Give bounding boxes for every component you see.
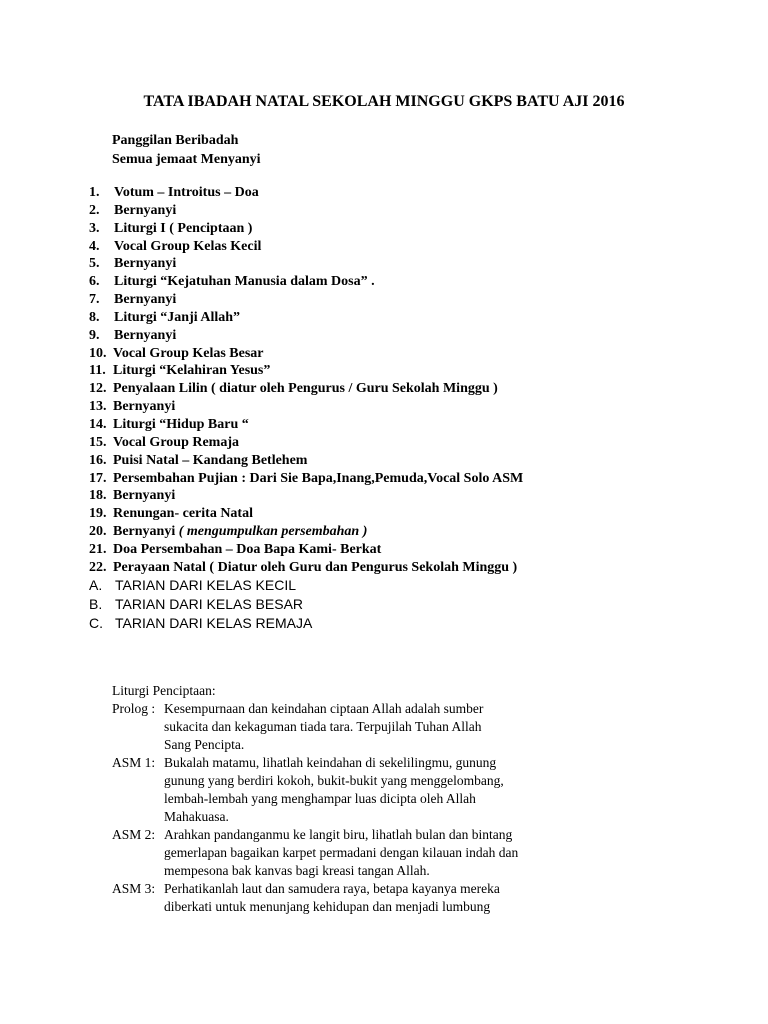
list-item-text: Puisi Natal – Kandang Betlehem [113, 452, 308, 468]
list-item-number: 20. [89, 524, 107, 540]
dance-item [89, 614, 312, 633]
list-item-number: 11. [89, 363, 106, 379]
speaker-label: ASM 1: [112, 755, 156, 770]
list-item-text: Perayaan Natal ( Diatur oleh Guru dan Pengurus Sekolah Minggu ) [113, 559, 518, 575]
list-item-text: Bernyanyi [113, 488, 176, 504]
speaker-text [164, 754, 504, 826]
list-item-number: 13. [89, 399, 107, 415]
list-item-number: 8. [89, 309, 100, 325]
dance-item-text: TARIAN DARI KELAS REMAJA [115, 615, 313, 631]
list-item-text: Liturgi I ( Penciptaan ) [114, 220, 253, 236]
dance-item-letter: B. [89, 596, 103, 612]
list-item-text: Vocal Group Kelas Kecil [114, 238, 262, 254]
dance-item [89, 576, 312, 595]
list-item [89, 309, 523, 327]
list-item-number: 19. [89, 506, 107, 522]
speaker-line: gemerlapan bagaikan karpet permadani dengan kilauan indah dan [164, 845, 519, 860]
liturgi-heading: Liturgi Penciptaan: [112, 683, 216, 698]
speaker-line: sukacita dan kekaguman tiada tara. Terpujilah Tuhan Allah [164, 719, 482, 734]
speaker-line: Mahakuasa. [164, 809, 229, 824]
list-item-number: 14. [89, 416, 107, 432]
list-item-number: 18. [89, 488, 107, 504]
list-item-text: Votum – Introitus – Doa [114, 185, 259, 200]
list-item [89, 523, 523, 541]
list-item-note: ( mengumpulkan persembahan ) [178, 524, 368, 540]
list-item-number: 4. [89, 238, 100, 254]
list-item-text: Liturgi “Kelahiran Yesus” [113, 363, 271, 379]
list-item-number: 15. [89, 434, 107, 450]
list-item-text: Liturgi “Janji Allah” [114, 309, 241, 325]
list-item-number: 9. [89, 327, 100, 343]
dance-item-text: TARIAN DARI KELAS KECIL [115, 577, 297, 593]
dance-list [89, 576, 312, 633]
list-item [89, 380, 523, 398]
intro-line: Panggilan Beribadah [112, 133, 239, 148]
list-item [89, 273, 523, 291]
list-item [89, 541, 523, 559]
list-item [89, 327, 523, 345]
speaker-line: gunung yang berdiri kokoh, bukit-bukit yang menggelombang, [164, 773, 504, 788]
order-of-service-list [89, 184, 523, 577]
list-item [89, 220, 523, 238]
list-item [89, 238, 523, 256]
list-item [89, 398, 523, 416]
speaker-line: Perhatikanlah laut dan samudera raya, betapa kayanya mereka [164, 881, 500, 896]
list-item-number: 5. [89, 256, 100, 272]
list-item-text: Bernyanyi [114, 292, 177, 308]
list-item-text: Penyalaan Lilin ( diatur oleh Pengurus / Guru Sekolah Minggu ) [113, 381, 498, 397]
intro-line: Semua jemaat Menyanyi [112, 152, 261, 167]
liturgi-section [112, 826, 582, 880]
liturgi-section [112, 700, 582, 754]
liturgi-penciptaan [112, 682, 582, 916]
list-item [89, 416, 523, 434]
list-item-number: 21. [89, 541, 107, 557]
list-item [89, 470, 523, 488]
list-item-text: Bernyanyi [114, 202, 177, 218]
list-item-text: Liturgi “Hidup Baru “ [113, 416, 249, 432]
liturgi-section [112, 754, 582, 826]
list-item [89, 255, 523, 273]
list-item-text: Vocal Group Kelas Besar [113, 345, 264, 361]
list-item [89, 362, 523, 380]
list-item [89, 452, 523, 470]
list-item [89, 505, 523, 523]
list-item-text: Bernyanyi [114, 327, 177, 343]
intro-block [112, 131, 261, 169]
list-item-text: Vocal Group Remaja [113, 434, 239, 450]
list-item-text: Bernyanyi [113, 399, 176, 415]
speaker-label: Prolog : [112, 701, 156, 716]
dance-item-letter: A. [89, 577, 103, 593]
speaker-text [164, 826, 518, 880]
list-item-number: 3. [89, 220, 100, 236]
list-item-number: 6. [89, 274, 100, 290]
speaker-line: lembah-lembah yang menghampar luas dicipta oleh Allah [164, 791, 476, 806]
list-item-text: Renungan- cerita Natal [113, 506, 253, 522]
speaker-line: Kesempurnaan dan keindahan ciptaan Allah adalah sumber [164, 701, 484, 716]
speaker-line: diberkati untuk menunjang kehidupan dan menjadi lumbung [164, 899, 491, 914]
list-item [89, 345, 523, 363]
list-item [89, 184, 523, 202]
dance-item-text: TARIAN DARI KELAS BESAR [115, 596, 304, 612]
list-item-text: Doa Persembahan – Doa Bapa Kami- Berkat [113, 541, 382, 557]
list-item [89, 559, 523, 577]
speaker-text [164, 700, 483, 754]
list-item-text: Bernyanyi [113, 524, 179, 540]
list-item [89, 291, 523, 309]
speaker-line: Arahkan pandanganmu ke langit biru, lihatlah bulan dan bintang [164, 827, 513, 842]
list-item-number: 2. [89, 202, 100, 218]
dance-item [89, 595, 312, 614]
list-item-number: 12. [89, 381, 107, 397]
list-item-text: Bernyanyi [114, 256, 177, 272]
document-title: TATA IBADAH NATAL SEKOLAH MINGGU GKPS BATU AJI 2016 [143, 93, 625, 110]
list-item-number: 1. [89, 185, 100, 200]
speaker-line: Sang Pencipta. [164, 737, 245, 752]
list-item-number: 16. [89, 452, 107, 468]
speaker-label: ASM 2: [112, 827, 156, 842]
speaker-text [164, 880, 500, 916]
list-item-text: Persembahan Pujian : Dari Sie Bapa,Inang,Pemuda,Vocal Solo ASM [113, 470, 524, 486]
list-item-number: 17. [89, 470, 107, 486]
speaker-label: ASM 3: [112, 881, 156, 896]
list-item-number: 7. [89, 292, 100, 308]
speaker-line: Bukalah matamu, lihatlah keindahan di sekelilingmu, gunung [164, 755, 497, 770]
list-item [89, 434, 523, 452]
list-item-text: Liturgi “Kejatuhan Manusia dalam Dosa” . [114, 274, 375, 290]
liturgi-section [112, 880, 582, 916]
list-item [89, 487, 523, 505]
liturgi-sections [112, 700, 582, 916]
list-item-number: 22. [89, 559, 107, 575]
dance-item-letter: C. [89, 615, 103, 631]
list-item-number: 10. [89, 345, 107, 361]
list-item [89, 202, 523, 220]
speaker-line: mempesona bak kanvas bagi kreasi tangan Allah. [164, 863, 430, 878]
